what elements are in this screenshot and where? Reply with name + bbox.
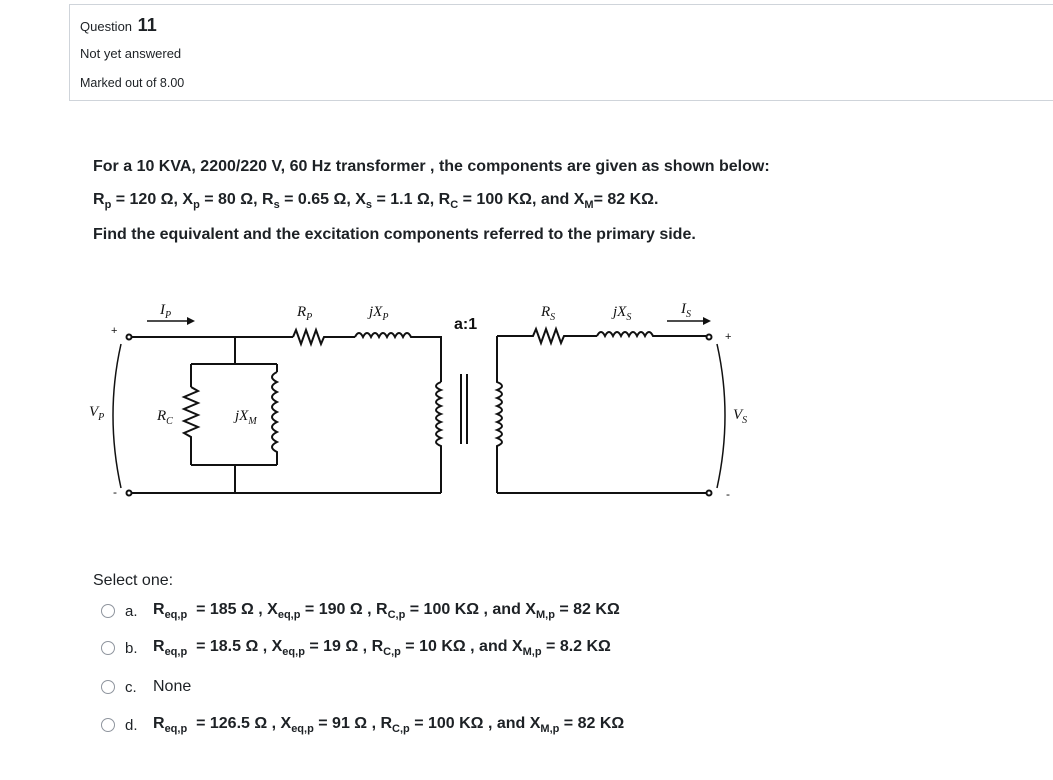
jxm-inductor [272, 372, 277, 457]
question-title [80, 15, 157, 36]
xm-symbol: X [573, 191, 585, 208]
primary-top-terminal [127, 335, 132, 340]
rc-label: $R_C$ [157, 408, 173, 427]
option-letter: d. [125, 716, 138, 734]
rs-symbol: R [262, 191, 274, 208]
rp-subscript: p [104, 199, 112, 212]
jxs-label: $jX_S$ [613, 304, 632, 323]
secondary-minus-sign: - [726, 487, 730, 501]
rc-value: = 100 KΩ, and [458, 191, 574, 208]
answer-option-d[interactable] [101, 712, 624, 738]
is-label: $I_S$ [681, 301, 691, 320]
transformer-core [461, 374, 467, 444]
secondary-winding [497, 336, 502, 493]
primary-bottom-terminal [127, 491, 132, 496]
option-text: $R_{eq,p} = 18.5$ Ω , $X_{eq,p} = 19$ Ω , $R_{C,p} = 10$ KΩ , and $X_{M,p} = 8.2$ KΩ [153, 637, 611, 659]
shunt-branch-wires [191, 337, 277, 493]
vp-arc [113, 344, 121, 488]
primary-plus-sign: + [111, 325, 118, 337]
xm-subscript: M [584, 199, 594, 212]
xp-subscript: p [193, 199, 200, 212]
option-text: $R_{eq,p} = 185$ Ω , $X_{eq,p} = 190$ Ω , $R_{C,p} = 100$ KΩ , and $X_{M,p} = 82$ KΩ [153, 600, 620, 622]
vp-label: $V_P$ [89, 404, 105, 423]
ip-arrow-head [187, 317, 195, 325]
radio-button-b[interactable] [101, 641, 115, 655]
secondary-bottom-terminal [707, 491, 712, 496]
option-text: $R_{eq,p} = 126.5$ Ω , $X_{eq,p} = 91$ Ω , $R_{C,p} = 100$ KΩ , and $X_{M,p} = 82$ KΩ [153, 714, 625, 736]
question-text-line1: For a 10 KVA, 2200/220 V, 60 Hz transformer , the components are given as shown below: [93, 158, 770, 175]
rp-resistor [293, 330, 355, 344]
question-number: 11 [137, 15, 157, 35]
option-letter: c. [125, 678, 137, 696]
rp-value: = 120 Ω, [111, 191, 183, 208]
rs-value: = 0.65 Ω, [279, 191, 356, 208]
radio-button-a[interactable] [101, 604, 115, 618]
rc-subscript: C [450, 199, 459, 212]
answer-option-a[interactable] [101, 598, 620, 624]
xp-value: = 80 Ω, [199, 191, 262, 208]
vs-label: $V_S$ [733, 407, 748, 426]
primary-minus-sign: - [113, 485, 117, 499]
jxp-inductor [355, 333, 441, 382]
secondary-plus-sign: + [725, 331, 732, 343]
vs-arc [717, 344, 725, 488]
answer-option-b[interactable] [101, 635, 611, 661]
xs-subscript: s [365, 199, 373, 212]
radio-button-c[interactable] [101, 680, 115, 694]
rs-label: $R_S$ [541, 304, 556, 323]
option-letter: b. [125, 639, 138, 657]
rs-subscript: s [273, 199, 280, 212]
rp-label: $R_P$ [297, 304, 313, 323]
rp-symbol: R [93, 191, 105, 208]
rc-resistor [184, 387, 198, 442]
question-info-box [69, 4, 1053, 101]
question-state: Not yet answered [80, 46, 182, 61]
select-one-label: Select one: [93, 572, 174, 589]
question-grade: Marked out of 8.00 [80, 76, 185, 90]
question-text-line2 [93, 191, 658, 211]
question-text-line3: Find the equivalent and the excitation components referred to the primary side. [93, 226, 696, 243]
transformer-circuit-diagram [85, 292, 765, 512]
jxm-label: $jX_M$ [235, 408, 257, 427]
jxs-inductor [597, 332, 706, 336]
answer-option-c[interactable] [101, 674, 191, 700]
xm-value: = 82 KΩ. [593, 191, 659, 208]
rs-resistor [497, 329, 597, 343]
option-letter: a. [125, 602, 138, 620]
xs-symbol: X [355, 191, 366, 208]
radio-button-d[interactable] [101, 718, 115, 732]
option-text: None [153, 678, 192, 695]
jxp-label: $jX_P$ [369, 304, 389, 323]
turns-ratio-label: a:1 [454, 316, 478, 333]
question-label: Question [80, 19, 133, 34]
xp-symbol: X [182, 191, 194, 208]
rc-symbol: R [438, 191, 451, 208]
primary-winding [436, 382, 441, 493]
is-arrow-head [703, 317, 711, 325]
ip-label: $I_P$ [160, 302, 172, 321]
xs-value: = 1.1 Ω, [372, 191, 439, 208]
secondary-top-terminal [707, 335, 712, 340]
